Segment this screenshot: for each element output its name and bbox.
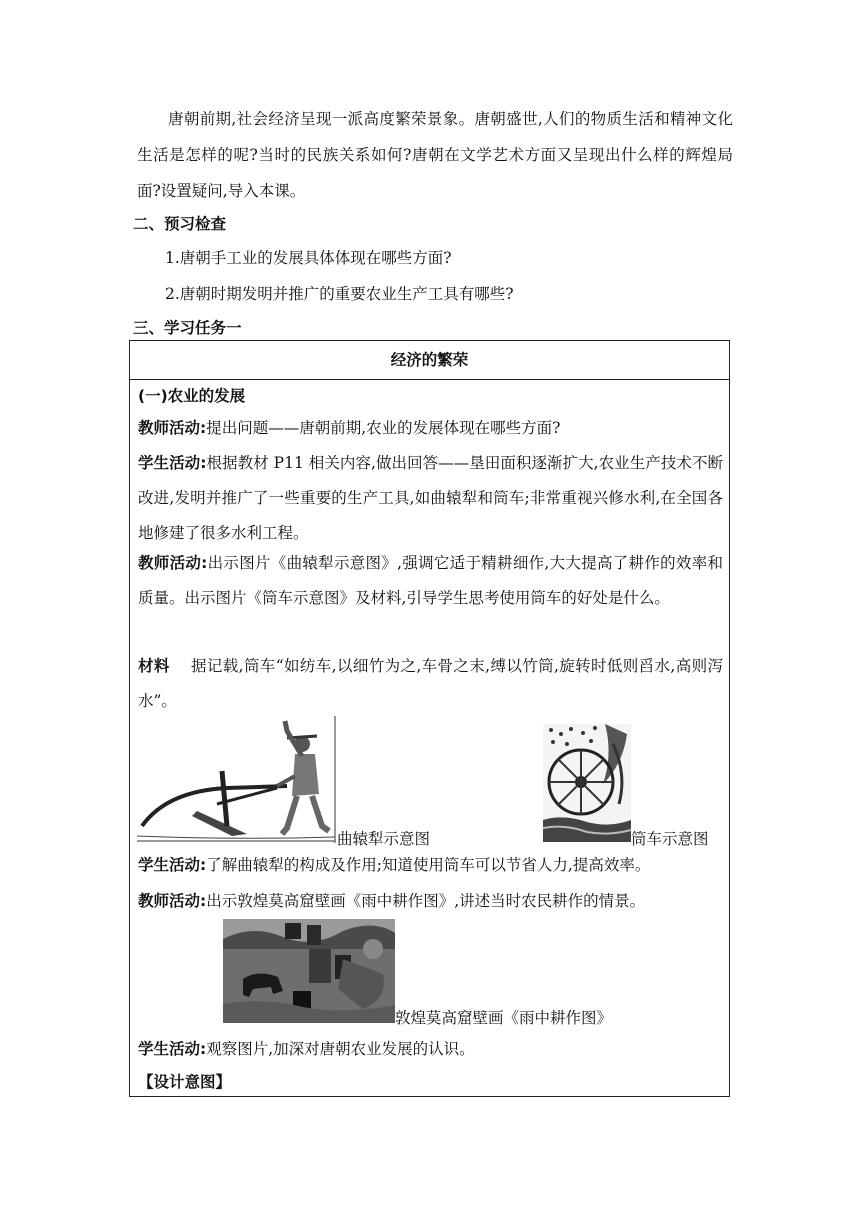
activity-label: 学生活动: [138, 856, 207, 874]
curved-plow-illustration [137, 716, 337, 843]
student-activity-2 [138, 848, 723, 883]
activity-text: 提出问题——唐朝前期,农业的发展体现在哪些方面? [206, 419, 561, 437]
activity-label: 学生活动: [138, 1040, 207, 1058]
section-heading-task: 三、学习任务一 [133, 319, 242, 337]
activity-label: 教师活动: [138, 892, 207, 910]
design-intent-heading: 【设计意图】 [138, 1073, 232, 1091]
student-activity-3 [138, 1032, 723, 1067]
teacher-activity-2 [138, 546, 723, 616]
activity-label: 学生活动: [138, 454, 207, 472]
table-header: 经济的繁荣 [130, 341, 729, 380]
task-table [129, 340, 730, 1097]
material-text: 据记载,筒车“如纺车,以细竹为之,车骨之末,缚以竹筒,旋转时低则舀水,高则泻水”。 [138, 657, 723, 710]
material-label: 材料 [138, 657, 170, 675]
plow-caption: 曲辕犁示意图 [337, 830, 431, 848]
teacher-activity-3 [138, 884, 723, 919]
activity-text: 出示敦煌莫高窟壁画《雨中耕作图》,讲述当时农民耕作的情景。 [206, 892, 646, 910]
activity-text: 根据教材 P11 相关内容,做出回答——垦田面积逐渐扩大,农业生产技术不断改进,发明并推广了一些重要的生产工具,如曲辕犁和筒车;非常重视兴修水利,在全国各地修建了很多水利工程。 [138, 454, 723, 542]
student-activity-1 [138, 446, 723, 551]
activity-label: 教师活动: [138, 419, 207, 437]
section-heading-preview: 二、预习检查 [133, 215, 227, 233]
teacher-activity-1 [138, 411, 723, 446]
mural-caption: 敦煌莫高窟壁画《雨中耕作图》 [395, 1009, 613, 1027]
activity-text: 了解曲辕犁的构成及作用;知道使用筒车可以节省人力,提高效率。 [206, 856, 651, 874]
activity-text: 出示图片《曲辕犁示意图》,强调它适于精耕细作,大大提高了耕作的效率和质量。出示图片《筒车示意图》及材料,引导学生思考使用筒车的好处是什么。 [138, 554, 724, 607]
subheading-agriculture: (一)农业的发展 [138, 387, 246, 405]
water-wheel-illustration [543, 724, 631, 842]
activity-text: 观察图片,加深对唐朝农业发展的认识。 [206, 1040, 475, 1058]
activity-label: 教师活动: [138, 554, 208, 572]
intro-paragraph: 唐朝前期,社会经济呈现一派高度繁荣景象。唐朝盛世,人们的物质生活和精神文化生活是怎样的呢?当时的民族关系如何?唐朝在文学艺术方面又呈现出什么样的辉煌局面?设置疑问,导入本课。 [137, 110, 733, 200]
preview-question-1: 1.唐朝手工业的发展具体体现在哪些方面? [165, 249, 452, 267]
dunhuang-mural-image [223, 919, 395, 1023]
preview-question-2: 2.唐朝时期发明并推广的重要农业生产工具有哪些? [165, 285, 514, 303]
water-wheel-caption: 筒车示意图 [631, 830, 709, 848]
material-quote [138, 649, 723, 719]
